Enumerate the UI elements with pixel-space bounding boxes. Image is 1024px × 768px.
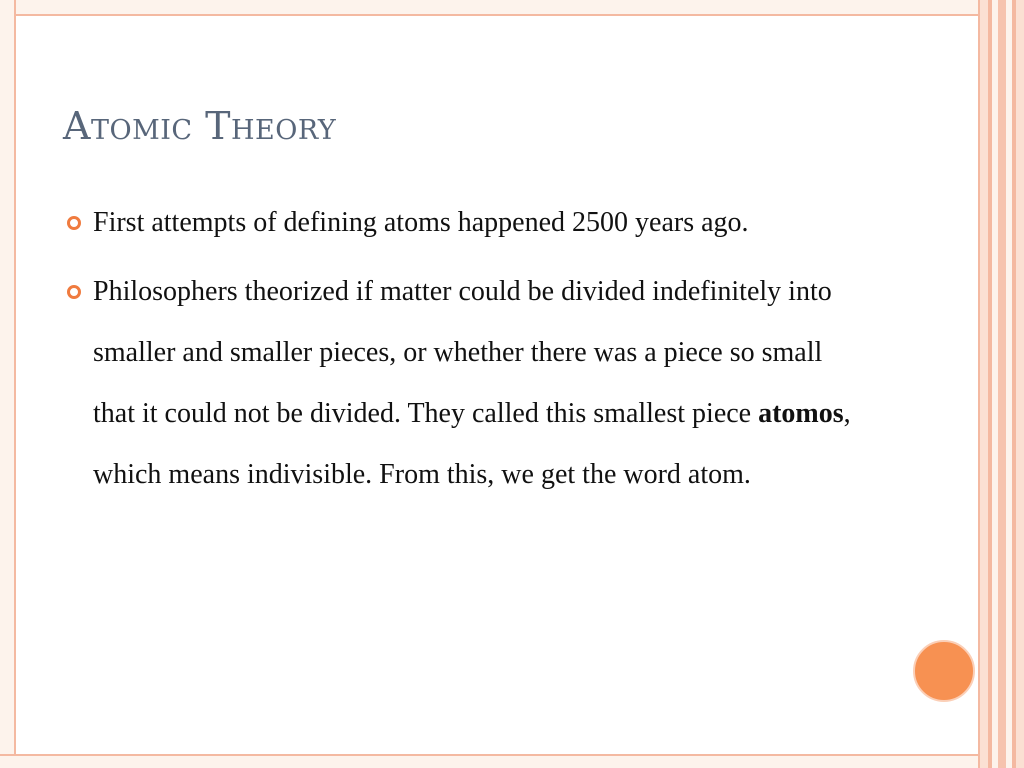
bullet-list	[64, 192, 864, 513]
circle-bullet-icon	[67, 216, 81, 230]
slide-border-bottom	[0, 754, 1024, 768]
bullet-text-start: Philosophers theorized if matter could be divided indefinitely into smaller and smaller pieces, or whether there was a piece so small that it could not be divided. They called this smallest piece	[93, 276, 832, 429]
bullet-item-1	[64, 192, 864, 253]
right-stripe	[998, 0, 1006, 768]
right-stripe	[980, 0, 988, 768]
circle-bullet-icon	[67, 285, 81, 299]
orange-circle-icon	[913, 640, 975, 702]
bold-term: atomos	[758, 398, 844, 429]
slide-title: Atomic Theory	[63, 104, 337, 148]
bullet-item-2	[64, 261, 864, 505]
bullet-text: First attempts of defining atoms happened 2500 years ago.	[93, 207, 749, 238]
bullet-text-end: , which means indivisible. From this, we get the word atom.	[93, 398, 851, 490]
slide-border-left	[0, 0, 16, 768]
slide-border-top	[0, 0, 1024, 16]
right-stripe	[1016, 0, 1024, 768]
